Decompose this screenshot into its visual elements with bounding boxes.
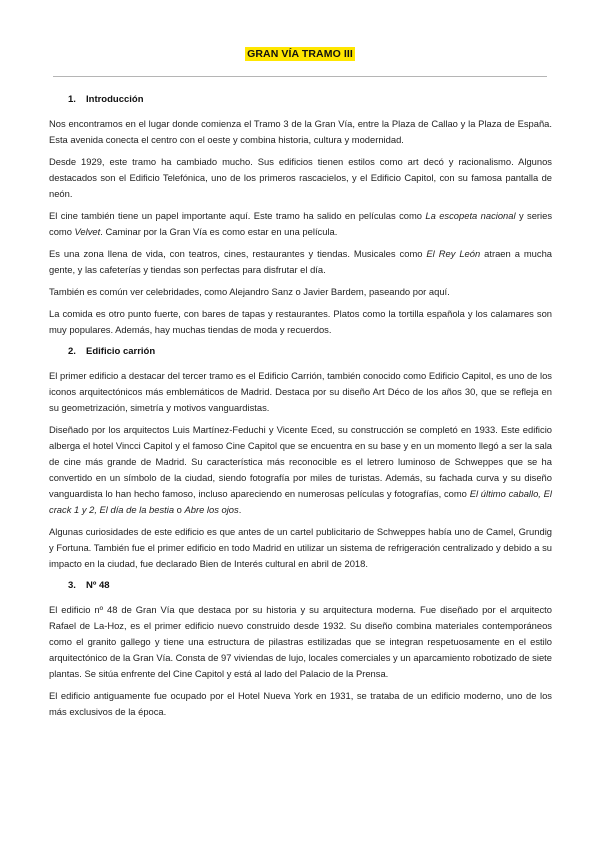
section-1	[49, 92, 552, 338]
section-heading	[49, 578, 552, 594]
title-wrap	[0, 44, 600, 62]
paragraph	[49, 422, 552, 518]
text-run: El primer edificio a destacar del tercer tramo es el Edificio Carrión, también conocido como Edificio Capitol, es uno de los iconos arquitectónicos más emblemáticos de Madrid. Destaca por su diseño Art Déco de los años 30, que se refleja en su geometrización, simetría y motivos vanguardistas.	[49, 370, 552, 413]
section-heading	[49, 92, 552, 108]
section-heading-text: Edificio carrión	[86, 346, 156, 357]
text-run: Desde 1929, este tramo ha cambiado mucho. Sus edificios tienen estilos como art decó y racionalismo. Algunos destacados son el Edificio Telefónica, uno de los primeros rascacielos, y el Edificio Capitol, con su famosa pantalla de neón.	[49, 156, 552, 199]
italic-title: Abre los ojos	[184, 504, 239, 515]
text-run: El edificio nº 48 de Gran Vía que destaca por su historia y su arquitectura moderna. Fue diseñado por el arquitecto Rafael de La-Hoz, es el primer edificio nuevo construido desde 1932. Su diseño combina materiales contemporáneos como el granito gallego y tiene una estructura de pilastras estilizadas que se integran respetuosamente en el estilo arquitectónico de la Gran Vía. Consta de 97 viviendas de lujo, locales comerciales y un aparcamiento robotizado de siete plantas. Se sitúa enfrente del Cine Capitol y está al lado del Palacio de la Prensa.	[49, 604, 552, 679]
text-run: Nos encontramos en el lugar donde comienza el Tramo 3 de la Gran Vía, entre la Plaza de Callao y la Plaza de España. Esta avenida conecta el centro con el oeste y combina historia, cultura y modernidad.	[49, 118, 552, 145]
italic-title: Velvet	[74, 226, 101, 237]
document-body	[49, 92, 552, 726]
section-heading-text: Introducción	[86, 94, 144, 105]
text-run: También es común ver celebridades, como Alejandro Sanz o Javier Bardem, paseando por aquí.	[49, 286, 450, 297]
paragraph	[49, 306, 552, 338]
text-run: El edificio antiguamente fue ocupado por el Hotel Nueva York en 1931, se trataba de un edificio moderno, uno de los más exclusivos de la época.	[49, 690, 552, 717]
paragraph	[49, 284, 552, 300]
paragraph	[49, 208, 552, 240]
italic-title: El Rey León	[426, 248, 481, 259]
section-2	[49, 344, 552, 572]
paragraph	[49, 688, 552, 720]
paragraph	[49, 116, 552, 148]
section-number: 3.	[68, 580, 76, 591]
italic-title: La escopeta nacional	[425, 210, 516, 221]
text-run: La comida es otro punto fuerte, con bares de tapas y restaurantes. Platos como la tortilla española y los calamares son muy populares. Además, hay muchas tiendas de moda y recuerdos.	[49, 308, 552, 335]
text-run: .	[238, 504, 242, 515]
text-run: El cine también tiene un papel importante aquí. Este tramo ha salido en películas como	[49, 210, 426, 221]
section-heading-text: Nº 48	[86, 580, 110, 591]
title-divider	[53, 76, 547, 77]
text-run: Algunas curiosidades de este edificio es que antes de un cartel publicitario de Schweppes había uno de Camel, Grundig y Fortuna. También fue el primer edificio en todo Madrid en utilizar un sistema de refrigeración centralizado y debido a su impacto en la ciudad, fue declarado Bien de Interés cultural en abril de 2018.	[49, 526, 552, 569]
text-run: o	[174, 504, 185, 515]
italic-title: El último caballo, El crack 1 y 2, El día de la bestia	[49, 488, 553, 515]
document-title: GRAN VÍA TRAMO III	[247, 48, 353, 60]
paragraph	[49, 602, 552, 682]
text-run: Es una zona llena de vida, con teatros, cines, restaurantes y tiendas. Musicales como	[49, 248, 427, 259]
text-run: . Caminar por la Gran Vía es como estar en una película.	[100, 226, 338, 237]
text-run: y series como	[49, 210, 553, 237]
section-3	[49, 578, 552, 720]
text-run: Diseñado por los arquitectos Luis Martínez-Feduchi y Vicente Eced, su construcción se completó en 1933. Este edificio alberga el hotel Vincci Capitol y el famoso Cine Capitol que se encuentra en su base y en un momento llegó a ser la sala de cine más grande de Madrid. Su característica más reconocible es el letrero luminoso de Schweppes que se ha convertido en un símbolo de la ciudad, siendo fotografía por miles de turistas. Además, su fachada curva y su diseño vanguardista lo han hecho famoso, incluso apareciendo en numerosas películas y fotografías, como	[49, 424, 552, 499]
text-run: atraen a mucha gente, y las cafeterías y tiendas son perfectas para disfrutar el día.	[49, 248, 553, 275]
section-number: 1.	[68, 94, 76, 105]
section-heading	[49, 344, 552, 360]
paragraph	[49, 154, 552, 202]
section-number: 2.	[68, 346, 76, 357]
paragraph	[49, 524, 552, 572]
paragraph	[49, 246, 552, 278]
paragraph	[49, 368, 552, 416]
